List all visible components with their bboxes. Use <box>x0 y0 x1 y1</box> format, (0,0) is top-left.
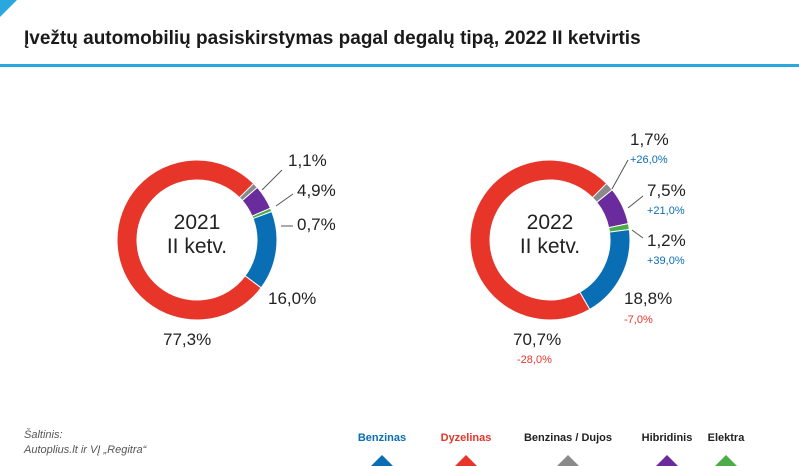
donut-slice-benzinas <box>580 230 630 310</box>
donut-slice-benzinas <box>245 211 277 287</box>
source-label: Šaltinis: <box>24 429 63 441</box>
legend-marker <box>715 455 737 466</box>
legend-label: Dyzelinas <box>440 432 492 444</box>
leader-line <box>612 160 628 189</box>
legend-marker <box>455 455 477 466</box>
change-label: +26,0% <box>630 154 668 166</box>
source-note <box>24 428 146 458</box>
legend-label: Hibridinis <box>641 432 693 444</box>
leader-line <box>262 170 282 190</box>
chart-title: Įvežtų automobilių pasiskirstymas pagal degalų tipą, 2022 II ketvirtis <box>24 28 641 49</box>
leader-line <box>276 194 293 206</box>
legend-marker <box>656 455 678 466</box>
value-label: 1,7% <box>630 130 669 149</box>
value-label: 70,7% <box>513 330 562 349</box>
change-label: +21,0% <box>647 205 685 217</box>
center-label-year: 2021 <box>173 211 221 234</box>
legend-marker <box>371 455 393 466</box>
value-label: 18,8% <box>624 289 673 308</box>
value-label: 0,7% <box>297 215 336 234</box>
value-label: 77,3% <box>163 330 212 349</box>
value-label: 1,1% <box>288 151 327 170</box>
legend-marker <box>557 455 579 466</box>
center-label-quarter: II ketv. <box>166 235 228 258</box>
value-label: 16,0% <box>268 289 317 308</box>
source-text: Autoplius.lt ir VĮ „Regitra“ <box>24 444 147 456</box>
legend-label: Benzinas / Dujos <box>523 432 613 444</box>
change-label: +39,0% <box>647 255 685 267</box>
value-label: 7,5% <box>647 181 686 200</box>
leader-line <box>632 230 643 238</box>
value-label: 1,2% <box>647 231 686 250</box>
center-label-quarter: II ketv. <box>519 235 581 258</box>
value-label: 4,9% <box>297 181 336 200</box>
change-label: -28,0% <box>517 354 552 366</box>
legend-label: Benzinas <box>357 432 407 444</box>
change-label: -7,0% <box>624 314 653 326</box>
leader-line <box>628 196 643 208</box>
legend-label: Elektra <box>707 432 745 444</box>
center-label-year: 2022 <box>526 211 574 234</box>
